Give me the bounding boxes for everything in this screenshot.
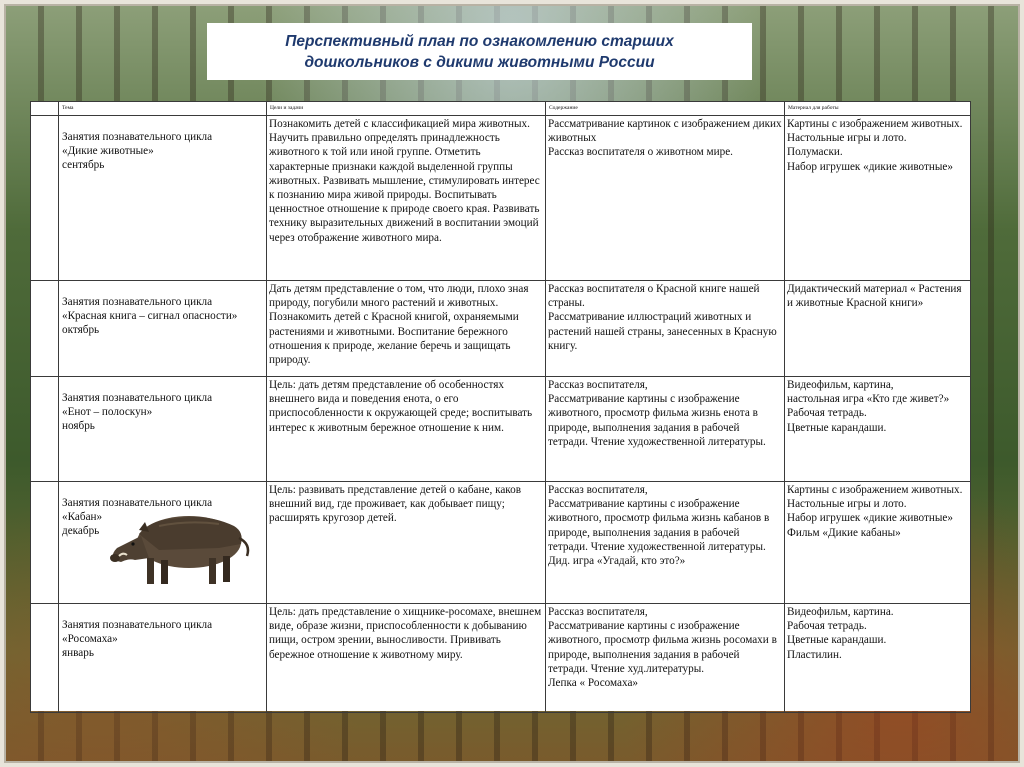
goals-cell: Цель: дать представление о хищнике-росомахе, внешнем виде, образе жизни, приспособленности к добыванию пищи, остром зрении, выносливости. Прививать бережное отношение к животному миру. bbox=[267, 604, 546, 713]
goals-cell: Познакомить детей с классификацией мира животных. Научить правильно определять принадлежность животного к той или иной группе. Отметить характерные признаки каждой выделенной группы животных. Развивать мышление, стимулировать интерес к познанию мира живой природы. Воспитывать ценностное отношение к природе своего края. Развивать технику выразительных движений в воспитании эмоций через отображение животного мира. bbox=[267, 116, 546, 281]
header-index bbox=[31, 102, 59, 116]
materials-line: Рабочая тетрадь. bbox=[787, 620, 867, 633]
materials-cell bbox=[785, 281, 971, 377]
row-index-cell bbox=[31, 604, 59, 713]
goals-cell: Дать детям представление о том, что люди, плохо зная природу, погубили много растений и животных. Познакомить детей с Красной книгой, охраняемыми растениями и животными. Воспитание бережного отношения к природе, желание беречь и защищать природу. bbox=[267, 281, 546, 377]
title-line-2: дошкольников с дикими животными России bbox=[304, 53, 655, 71]
topic-name: «Кабан» bbox=[62, 511, 103, 524]
table-row bbox=[31, 281, 971, 377]
table-row bbox=[31, 377, 971, 482]
topic-line: Занятия познавательного цикла bbox=[62, 497, 213, 509]
materials-line: Пластилин. bbox=[787, 648, 842, 661]
topic-line: Занятия познавательного цикла bbox=[62, 619, 213, 631]
topic-month: декабрь bbox=[62, 525, 100, 538]
row-index-cell bbox=[31, 482, 59, 604]
content-line: Рассматривание картины с изображение животного, просмотр фильма жизнь енота в природе, выполнения задания в рабочей тетради. Чтение художественной литературы. bbox=[548, 393, 766, 448]
topic-line: Занятия познавательного цикла bbox=[62, 296, 213, 308]
materials-line: настольная игра «Кто где живет?» bbox=[787, 393, 950, 406]
topic-month: январь bbox=[62, 647, 94, 660]
plan-table bbox=[30, 101, 971, 713]
header-goals: Цели и задачи bbox=[267, 102, 546, 116]
topic-name: «Красная книга – сигнал опасности» bbox=[62, 310, 238, 323]
topic-name: «Росомаха» bbox=[62, 633, 118, 646]
topic-month: сентябрь bbox=[62, 159, 105, 172]
topic-cell bbox=[59, 281, 267, 377]
topic-month: ноябрь bbox=[62, 420, 95, 433]
title-line-1: Перспективный план по ознакомлению старших bbox=[285, 32, 674, 50]
table-row bbox=[31, 482, 971, 604]
row-index-cell bbox=[31, 116, 59, 281]
content-line: Рассматривание картины с изображение животного, просмотр фильма жизнь росомахи в природе, выполнения задания в рабочей тетради. Чтение худ.литературы. bbox=[548, 620, 777, 675]
table-row bbox=[31, 116, 971, 281]
materials-line: Полумаски. bbox=[787, 146, 843, 159]
topic-cell bbox=[59, 377, 267, 482]
header-content: Содержание bbox=[546, 102, 785, 116]
materials-cell bbox=[785, 377, 971, 482]
materials-line: Набор игрушек «дикие животные» bbox=[787, 160, 953, 173]
materials-line: Цветные карандаши. bbox=[787, 421, 887, 434]
content-cell bbox=[546, 116, 785, 281]
topic-line: Занятия познавательного цикла bbox=[62, 392, 213, 404]
title-box bbox=[207, 23, 752, 80]
content-line: Рассматривание картинок с изображением диких животных bbox=[548, 118, 782, 145]
content-line: Рассматривание картины с изображение животного, просмотр фильма жизнь кабанов в природе, выполнения задания в рабочей тетради. Чтение художественной литературы. bbox=[548, 498, 770, 553]
materials-cell bbox=[785, 116, 971, 281]
content-line: Рассказ воспитателя о Красной книге нашей страны. bbox=[548, 283, 760, 310]
goals-cell: Цель: дать детям представление об особенностях внешнего вида и поведения енота, о его приспособленности к окружающей среде; воспитывать интерес к животным бережное отношение к ним. bbox=[267, 377, 546, 482]
row-index-cell bbox=[31, 281, 59, 377]
materials-line: Цветные карандаши. bbox=[787, 634, 887, 647]
header-topic: Тема bbox=[59, 102, 267, 116]
table-row bbox=[31, 604, 971, 713]
materials-line: Картины с изображением животных. Настольные игры и лото. bbox=[787, 118, 963, 145]
content-line: Дид. игра «Угадай, кто это?» bbox=[548, 555, 686, 568]
topic-month: октябрь bbox=[62, 324, 100, 337]
topic-cell bbox=[59, 604, 267, 713]
header-materials: Материал для работы bbox=[785, 102, 971, 116]
plan-table-wrapper bbox=[30, 101, 970, 711]
content-cell bbox=[546, 604, 785, 713]
topic-name: «Енот – полоскун» bbox=[62, 406, 153, 419]
topic-cell bbox=[59, 482, 267, 604]
content-cell bbox=[546, 377, 785, 482]
content-line: Лепка « Росомаха» bbox=[548, 677, 639, 690]
materials-line: Видеофильм, картина, bbox=[787, 379, 894, 391]
goals-cell: Цель: развивать представление детей о кабане, каков внешний вид, где проживает, как добывает пищу; расширять кругозор детей. bbox=[267, 482, 546, 604]
content-line: Рассказ воспитателя, bbox=[548, 606, 648, 618]
content-cell bbox=[546, 281, 785, 377]
boar-illustration bbox=[109, 508, 259, 590]
content-cell bbox=[546, 482, 785, 604]
materials-line: Набор игрушек «дикие животные» bbox=[787, 512, 953, 525]
content-line: Рассказ воспитателя о животном мире. bbox=[548, 146, 733, 159]
materials-line: Рабочая тетрадь. bbox=[787, 407, 867, 420]
materials-line: Фильм «Дикие кабаны» bbox=[787, 526, 901, 539]
content-line: Рассказ воспитателя, bbox=[548, 379, 648, 391]
row-index-cell bbox=[31, 377, 59, 482]
topic-cell bbox=[59, 116, 267, 281]
materials-line: Картины с изображением животных. Настольные игры и лото. bbox=[787, 484, 963, 511]
materials-cell bbox=[785, 482, 971, 604]
topic-line: Занятия познавательного цикла bbox=[62, 131, 213, 143]
table-header-row bbox=[31, 102, 971, 116]
materials-cell bbox=[785, 604, 971, 713]
content-line: Рассматривание иллюстраций животных и растений нашей страны, занесенных в Красную книгу. bbox=[548, 311, 777, 352]
topic-name: «Дикие животные» bbox=[62, 145, 154, 158]
materials-line: Дидактический материал « Растения и животные Красной книги» bbox=[787, 283, 962, 310]
materials-line: Видеофильм, картина. bbox=[787, 606, 894, 618]
content-line: Рассказ воспитателя, bbox=[548, 484, 648, 496]
